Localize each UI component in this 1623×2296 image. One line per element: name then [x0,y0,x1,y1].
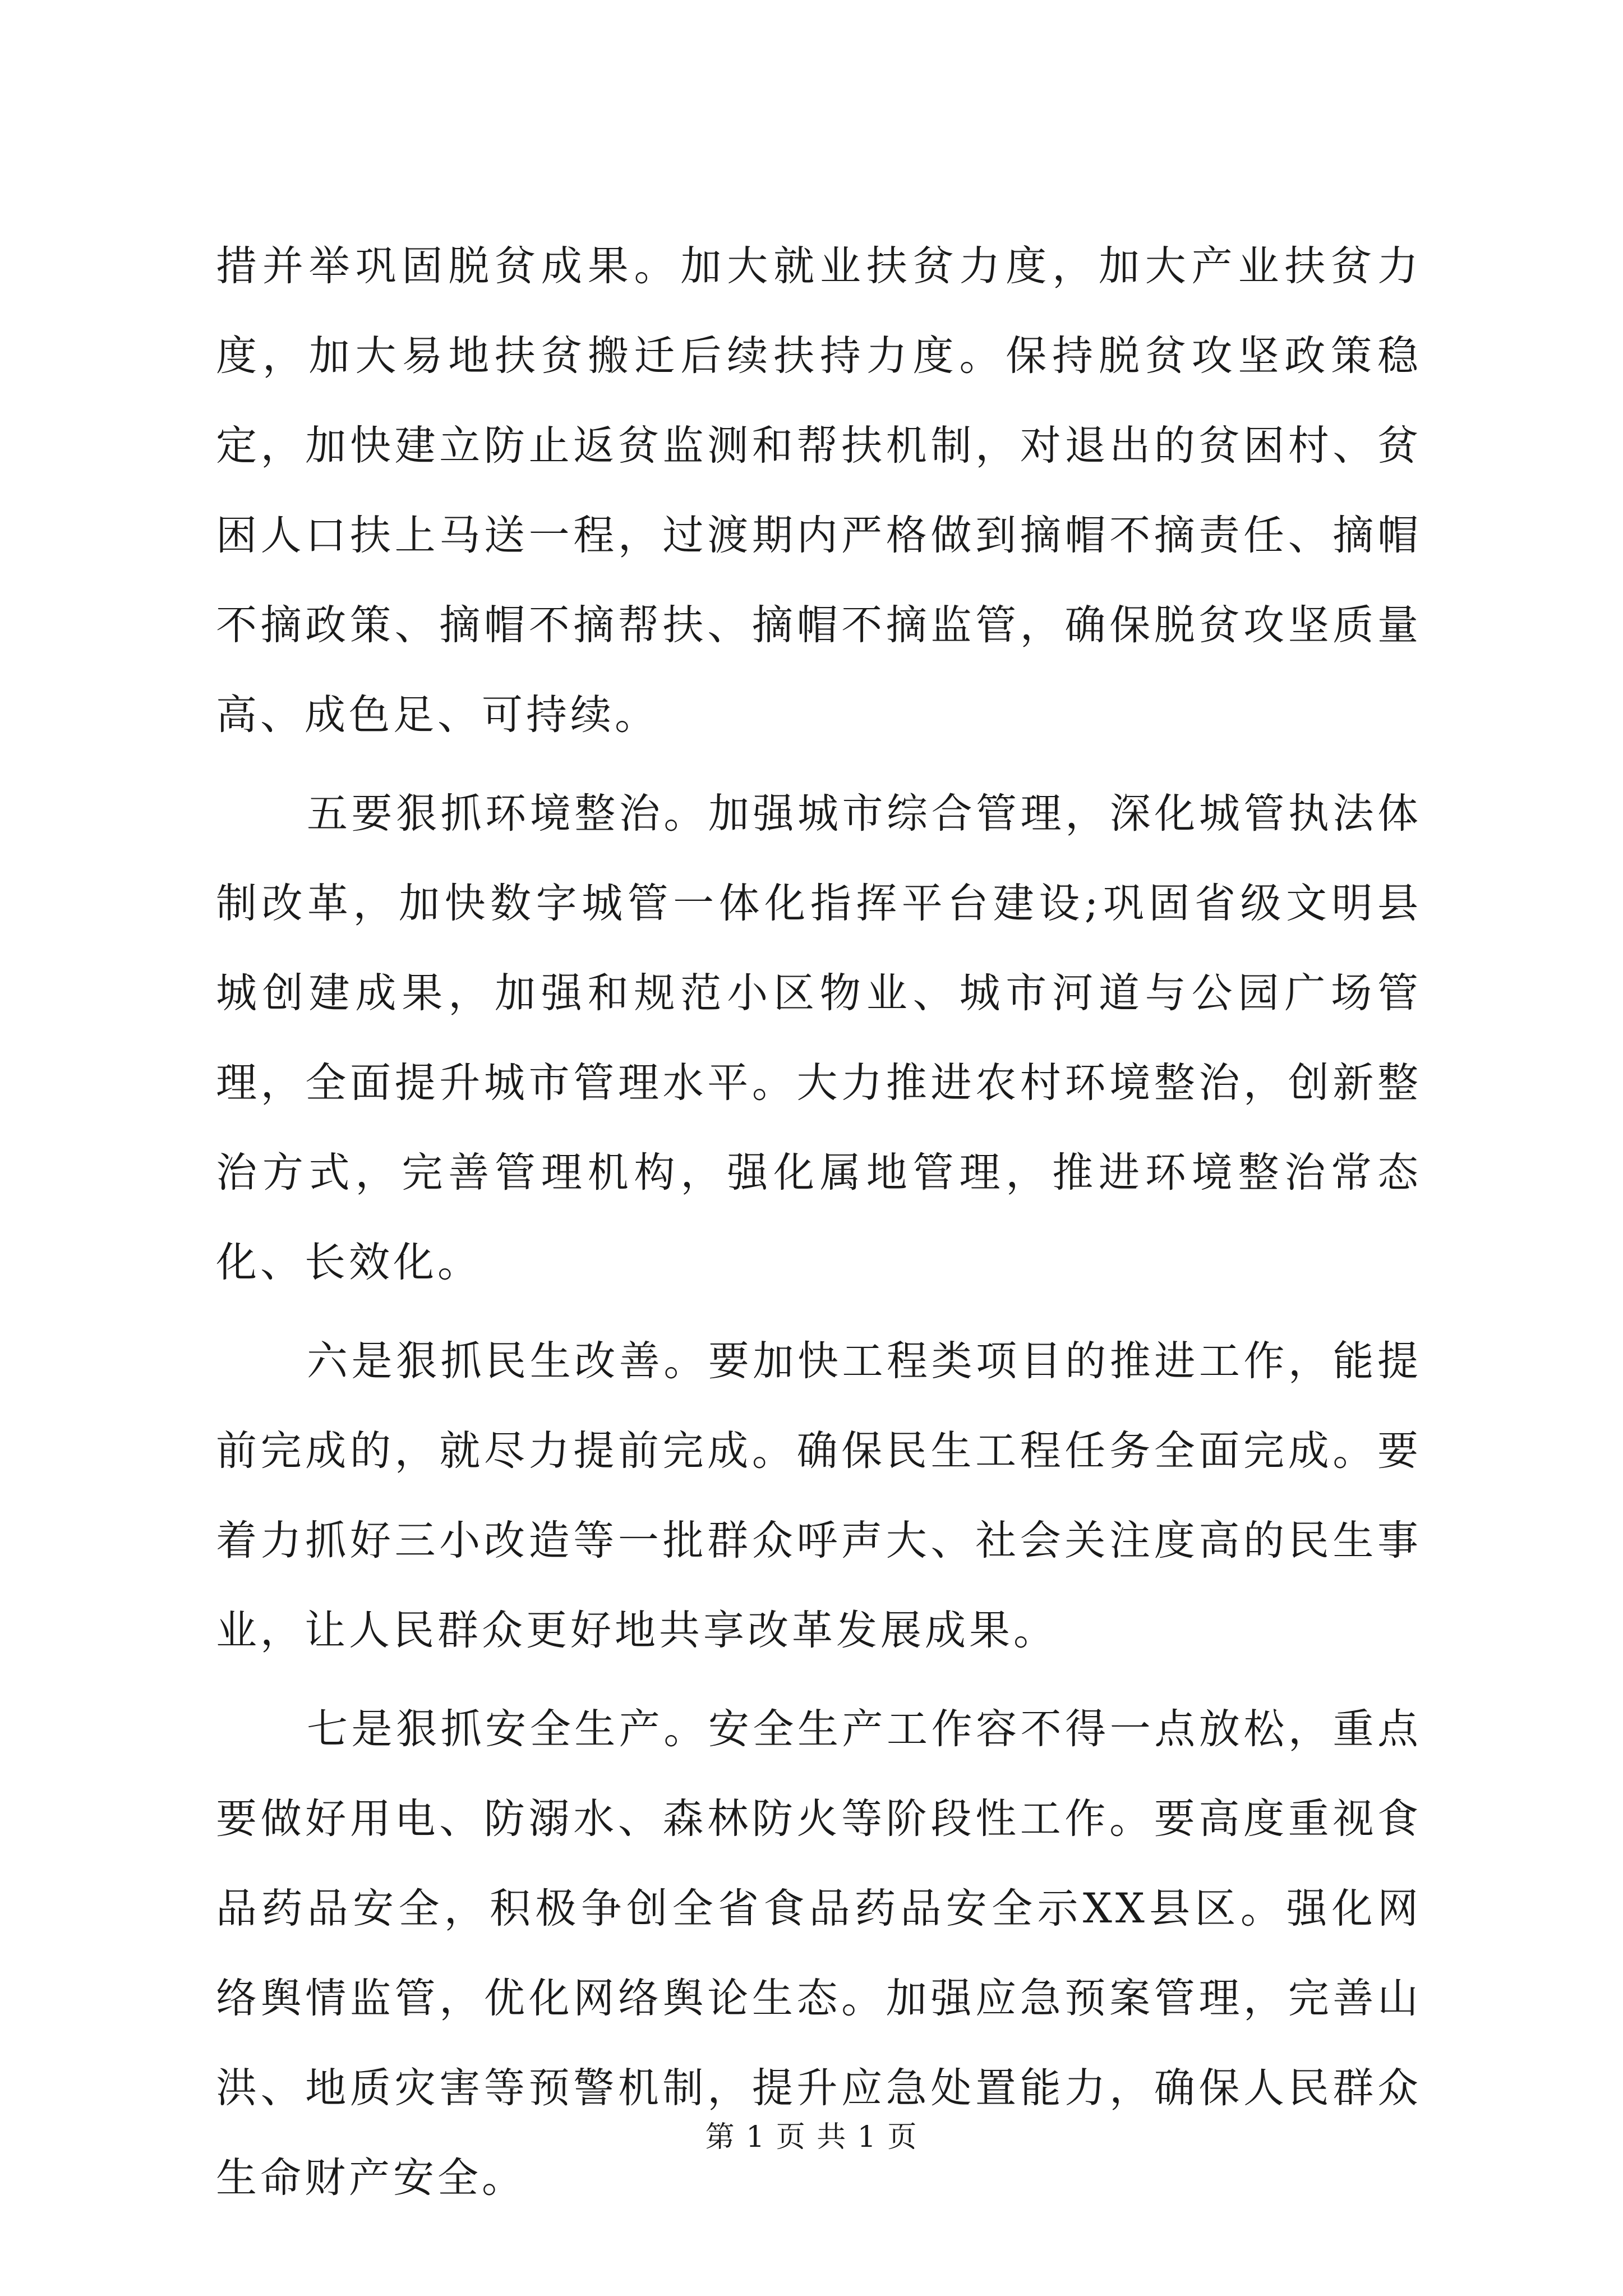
paragraph-continuation: 措并举巩固脱贫成果。加大就业扶贫力度，加大产业扶贫力度，加大易地扶贫搬迁后续扶持力度。保持脱贫攻坚政策稳定，加快建立防止返贫监测和帮扶机制，对退出的贫困村、贫困人口扶上马送一程，过渡期内严格做到摘帽不摘责任、摘帽不摘政策、摘帽不摘帮扶、摘帽不摘监管，确保脱贫攻坚质量高、成色足、可持续。 [216,242,1422,739]
paragraph-livelihood: 六是狠抓民生改善。要加快工程类项目的推进工作，能提前完成的，就尽力提前完成。确保民生工程任务全面完成。要着力抓好三小改造等一批群众呼声大、社会关注度高的民生事业，让人民群众更好地共享改革发展成果。 [216,1337,1422,1654]
page-footer: 第 1 页 共 1 页 [705,2120,918,2154]
paragraph-environment: 五要狠抓环境整治。加强城市综合管理，深化城管执法体制改革，加快数字城管一体化指挥平台建设;巩固省级文明县城创建成果，加强和规范小区物业、城市河道与公园广场管理，全面提升城市管理水平。大力推进农村环境整治，创新整治方式，完善管理机构，强化属地管理，推进环境整治常态化、长效化。 [216,790,1422,1286]
paragraph-safety: 七是狠抓安全生产。安全生产工作容不得一点放松，重点要做好用电、防溺水、森林防火等阶段性工作。要高度重视食品药品安全，积极争创全省食品药品安全示XX县区。强化网络舆情监管，优化网络舆论生态。加强应急预案管理，完善山洪、地质灾害等预警机制，提升应急处置能力，确保人民群众生命财产安全。 [216,1705,1422,2202]
document-body [216,222,1422,2232]
